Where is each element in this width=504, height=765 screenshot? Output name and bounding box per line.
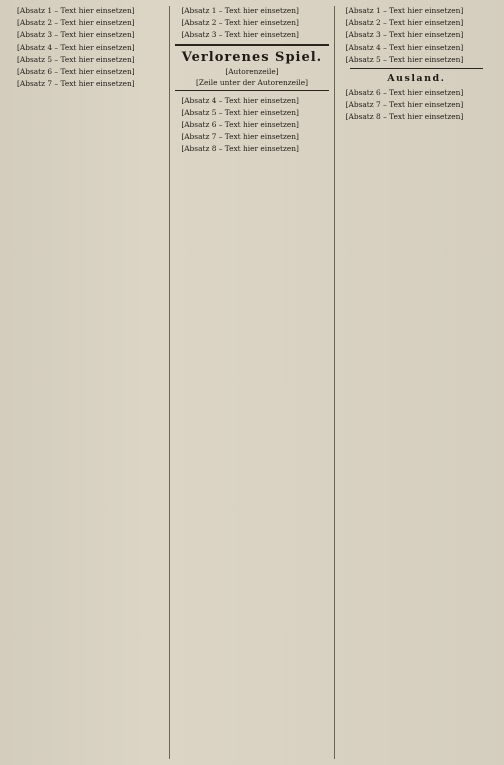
serial-byline: [Autorenzeile] [225, 66, 279, 76]
column-2 [169, 6, 333, 759]
column-3-paragraph: [Absatz 7 – Text hier einsetzen] [345, 100, 464, 110]
column-1-paragraph: [Absatz 3 – Text hier einsetzen] [17, 30, 135, 40]
column-1-paragraph: [Absatz 1 – Text hier einsetzen] [17, 6, 135, 15]
serial-note: [Zeile unter der Autorenzeile] [195, 77, 308, 87]
column-1-paragraph: [Absatz 2 – Text hier einsetzen] [17, 18, 135, 28]
column-3-paragraph: [Absatz 5 – Text hier einsetzen] [345, 54, 464, 64]
column-2-paragraph: [Absatz 1 – Text hier einsetzen] [181, 6, 299, 15]
column-3 [334, 6, 498, 759]
column-3-paragraph: [Absatz 2 – Text hier einsetzen] [345, 18, 464, 28]
column-2-paragraph: [Absatz 2 – Text hier einsetzen] [181, 18, 299, 28]
column-2-paragraph: [Absatz 3 – Text hier einsetzen] [181, 30, 299, 40]
column-2-paragraph: [Absatz 8 – Text hier einsetzen] [181, 144, 299, 154]
serial-title: Verlorenes Spiel. [181, 49, 323, 65]
column-2-paragraph: [Absatz 6 – Text hier einsetzen] [181, 120, 299, 130]
column-2-paragraph: [Absatz 4 – Text hier einsetzen] [181, 95, 299, 105]
column-1 [6, 6, 169, 759]
column-2-paragraph: [Absatz 5 – Text hier einsetzen] [181, 107, 299, 117]
column-1-paragraph: [Absatz 5 – Text hier einsetzen] [17, 54, 135, 64]
column-1-paragraph: [Absatz 6 – Text hier einsetzen] [17, 67, 135, 77]
column-3-paragraph: [Absatz 3 – Text hier einsetzen] [345, 30, 464, 40]
column-2-paragraph: [Absatz 7 – Text hier einsetzen] [181, 132, 299, 142]
section-divider [350, 68, 483, 69]
column-3-paragraph: [Absatz 1 – Text hier einsetzen] [345, 6, 464, 15]
column-1-paragraph: [Absatz 4 – Text hier einsetzen] [17, 42, 135, 52]
column-3-paragraph: [Absatz 8 – Text hier einsetzen] [345, 112, 464, 122]
column-3-paragraph: [Absatz 6 – Text hier einsetzen] [345, 88, 464, 98]
section-heading: Ausland. [387, 73, 446, 85]
column-3-paragraph: [Absatz 4 – Text hier einsetzen] [345, 42, 464, 52]
column-1-paragraph: [Absatz 7 – Text hier einsetzen] [17, 79, 135, 89]
serial-story-header [175, 44, 328, 91]
